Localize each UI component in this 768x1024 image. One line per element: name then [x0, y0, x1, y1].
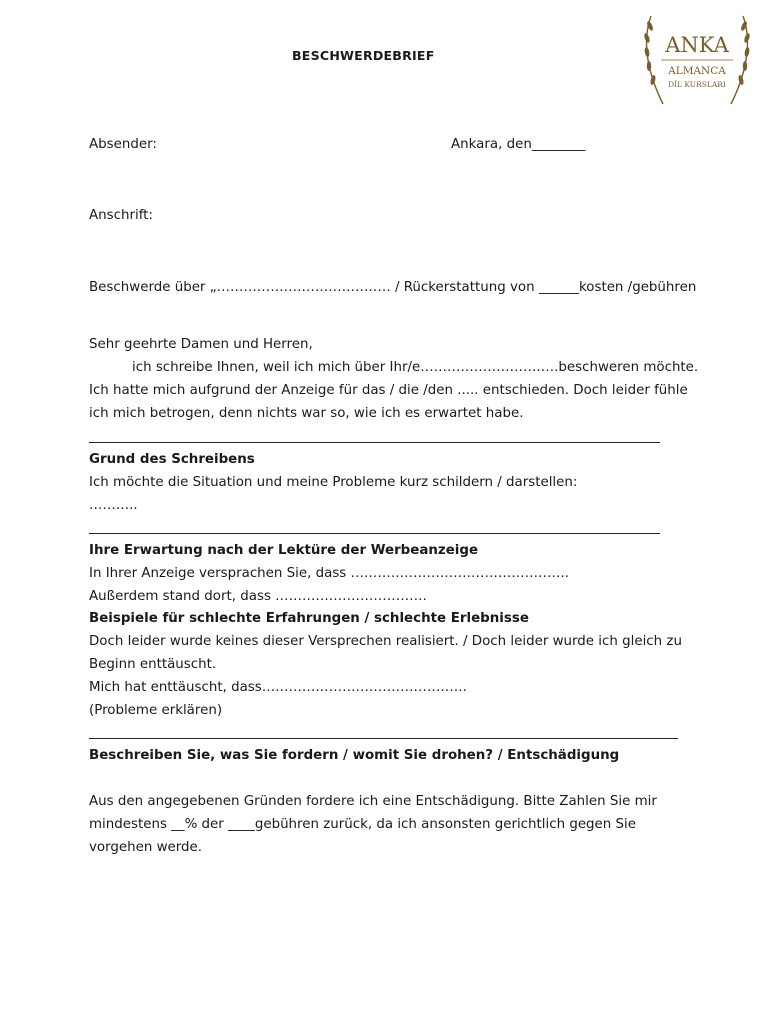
demand-line: Aus den angegebenen Gründen fordere ich eine Entschädigung. Bitte Zahlen Sie mir: [89, 794, 657, 809]
logo-line1: ALMANCA: [668, 65, 726, 77]
divider-line: [89, 738, 678, 739]
greeting: Sehr geehrte Damen und Herren,: [89, 337, 313, 352]
demand-line: vorgehen werde.: [89, 840, 203, 855]
anka-logo: [641, 8, 753, 108]
reason-line: ………..: [89, 498, 138, 513]
logo-line2: DİL KURSLARI: [668, 80, 726, 89]
date-line: Ankara, den________: [451, 137, 586, 152]
expectation-line: Außerdem stand dort, dass …………………………….: [89, 589, 427, 604]
reason-heading: Grund des Schreibens: [89, 452, 255, 467]
examples-heading: Beispiele für schlechte Erfahrungen / schlechte Erlebnisse: [89, 611, 529, 626]
divider-line: [89, 442, 660, 443]
intro-line: Ich hatte mich aufgrund der Anzeige für das / die /den ..... entschieden. Doch leider fühle: [89, 383, 688, 398]
intro-line: ich schreibe Ihnen, weil ich mich über Ihr/e………………………….beschweren möchte.: [132, 360, 699, 375]
expectation-line: Beginn enttäuscht.: [89, 657, 217, 672]
sender-label: Absender:: [89, 137, 157, 152]
expectation-heading: Ihre Erwartung nach der Lektüre der Werbeanzeige: [89, 543, 479, 558]
document-title: BESCHWERDEBRIEF: [292, 48, 435, 63]
expectation-line: Mich hat enttäuscht, dass……………………………………….: [89, 680, 467, 695]
intro-line: ich mich betrogen, denn nichts war so, wie ich es erwartet habe.: [89, 406, 524, 421]
divider-line: [89, 533, 660, 534]
expectation-line: In Ihrer Anzeige versprachen Sie, dass ………………………………………….: [89, 566, 570, 581]
expectation-line: (Probleme erklären): [89, 703, 223, 718]
demand-heading: Beschreiben Sie, was Sie fordern / womit Sie drohen? / Entschädigung: [89, 748, 620, 763]
reason-line: Ich möchte die Situation und meine Probleme kurz schildern / darstellen:: [89, 475, 578, 490]
subject-line: Beschwerde über „………………………………… / Rückerstattung von ______kosten /gebühren: [89, 280, 697, 295]
demand-line: mindestens __% der ____gebühren zurück, da ich ansonsten gerichtlich gegen Sie: [89, 817, 637, 832]
logo-brand: ANKA: [665, 33, 729, 57]
address-label: Anschrift:: [89, 208, 153, 223]
expectation-line: Doch leider wurde keines dieser Versprechen realisiert. / Doch leider wurde ich gleich zu: [89, 634, 682, 649]
